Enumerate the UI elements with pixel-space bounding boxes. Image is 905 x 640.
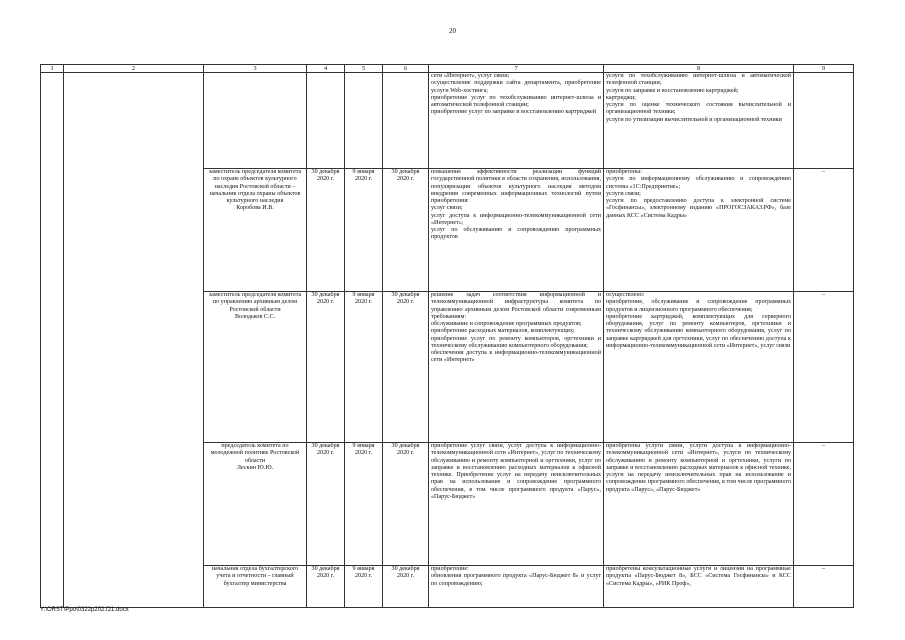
problems: – [794, 566, 854, 608]
problems: – [794, 169, 854, 292]
responsible-person: начальник отдела бухгалтерского учета и отчетности – главный бухгалтер министерства [204, 566, 307, 608]
actual-results: услуги по техобслуживанию интернет-шлюза и автоматической телефонной станции; услуги по заправке и восстановлению картриджей; картриджи; услуги по оценке технического состояния вычислительной и организационной техники; услуги по утилизации вычислительной и организационной техники [604, 73, 794, 169]
col-header-6: 6 [383, 65, 429, 73]
col-header-8: 8 [604, 65, 794, 73]
actual-start-date: 9 января 2020 г. [345, 292, 383, 443]
col-header-3: 3 [204, 65, 307, 73]
planned-results: повышение эффективности реализации функций государственной политики в области сохранения, использования, популяризации объектов культурного наследия методом внедрения современных информационных технологий путем приобретения: услуг связи; услуг доступа к информационно-телекоммуникационной сети «Интернет»; услуг по обслуживанию и сопровождению программных продуктов [429, 169, 604, 292]
actual-end-date: 30 декабря 2020 г. [383, 443, 429, 566]
problems: – [794, 292, 854, 443]
col-header-1: 1 [41, 65, 64, 73]
actual-start-date: 9 января 2020 г. [345, 566, 383, 608]
actual-start-date [345, 73, 383, 169]
table-row [41, 73, 854, 169]
planned-end-date: 30 декабря 2020 г. [307, 169, 345, 292]
actual-start-date: 9 января 2020 г. [345, 169, 383, 292]
planned-results: приобретение: обновления программного продукта «Парус-Бюджет 8» и услуг по сопровождению; [429, 566, 604, 608]
col-header-2: 2 [64, 65, 204, 73]
planned-end-date: 30 декабря 2020 г. [307, 292, 345, 443]
responsible-person [204, 73, 307, 169]
col-header-4: 4 [307, 65, 345, 73]
planned-results: решение задач соответствия информационной и телекоммуникационной инфраструктуры комитета по управлению архивным делом Ростовской области современным требованиям: обслуживание и сопровождение программных продуктов; приобретение расходных материалов, комплектующих; приобретение услуг по ремонту компьютеров, оргтехники и техническому обслуживанию компьютерного оборудования; обеспечения доступа к информационно-телекоммуникационной сети «Интернет» [429, 292, 604, 443]
actual-end-date: 30 декабря 2020 г. [383, 292, 429, 443]
actual-end-date: 30 декабря 2020 г. [383, 566, 429, 608]
cell-col-1 [41, 73, 64, 608]
report-table [40, 64, 854, 608]
actual-end-date: 30 декабря 2020 г. [383, 169, 429, 292]
actual-end-date [383, 73, 429, 169]
actual-results: приобретены: услуги по информационному обслуживанию и сопровождению системы «1С:Предприятие»; услуги связи; услуги по предоставлению доступа к электронной системе «Госфинансы», электронному изданию «ПРОГОСЗАКАЗ.РФ», базе данных КСС «Система Кадры» [604, 169, 794, 292]
actual-results: осуществлено: приобретение, обслуживание и сопровождение программных продуктов и лицензионного программного обеспечения; приобретение картриджей, комплектующих для серверного оборудования, услуг по ремонту компьютеров, оргтехники и техническому обслуживанию компьютерного оборудования, услуг по заправке картриджей для оргтехники, услуг по обеспечению доступа к информационно-телекоммуникационной сети «Интернет», услуг связи [604, 292, 794, 443]
cell-col-2 [64, 73, 204, 608]
actual-results: приобретены консультационные услуги и лицензии на программные продукты «Парус-Бюджет 8», БСС «Система Госфинансы» и КСС «Система Кадры», «РИК Проф», [604, 566, 794, 608]
problems [794, 73, 854, 169]
planned-end-date [307, 73, 345, 169]
column-number-row [41, 65, 854, 73]
responsible-person: заместитель председателя комитета по управлению архивным делом Ростовской области Володьков С.С. [204, 292, 307, 443]
actual-results: приобретены услуги связи, услуги доступа к информационно-телекоммуникационной сети «Интернет», услуги по техническому обслуживанию и ремонту компьютерной и оргтехники, услуги по заправке и восстановлению расходных материалов к офисной технике, услуги на передачу неисключительных прав на использование и сопровождение программного обеспечения, в том числе программного продукта «Парус», «Парус-Бюджет» [604, 443, 794, 566]
col-header-5: 5 [345, 65, 383, 73]
planned-end-date: 30 декабря 2020 г. [307, 443, 345, 566]
responsible-person: председатель комитета по молодежной политике Ростовской области Лескин Ю.Ю. [204, 443, 307, 566]
responsible-person: заместитель председателя комитета по охране объектов культурного наследия Ростовской области – начальник отдела охраны объектов культурного наследия Коробова И.В. [204, 169, 307, 292]
planned-end-date: 30 декабря 2020 г. [307, 566, 345, 608]
planned-results: сети «Интернет», услуг связи; осуществление поддержки сайта департамента, приобретение услуги Web-хостинга; приобретение услуг по техобслуживанию интернет-шлюза и автоматической телефонной станции; приобретение услуг по заправке и восстановлению картриджей [429, 73, 604, 169]
col-header-7: 7 [429, 65, 604, 73]
page-number: 20 [449, 27, 456, 35]
col-header-9: 9 [794, 65, 854, 73]
planned-results: приобретение услуг связи, услуг доступа к информационно-телекоммуникационной сети «Интернет», услуг по техническому обслуживанию и ремонту компьютерной и оргтехники, услуг по заправке и восстановлению расходных материалов к офисной технике. Приобретение услуг на передачу неисключительных прав на использование и сопровождение программного обеспечения, в том числе программного продукта «Парус», «Парус-Бюджет» [429, 443, 604, 566]
actual-start-date: 9 января 2020 г. [345, 443, 383, 566]
file-path-footer: Y:\ORST\Ppo\0322p202.f21.docx [40, 607, 129, 613]
problems: – [794, 443, 854, 566]
